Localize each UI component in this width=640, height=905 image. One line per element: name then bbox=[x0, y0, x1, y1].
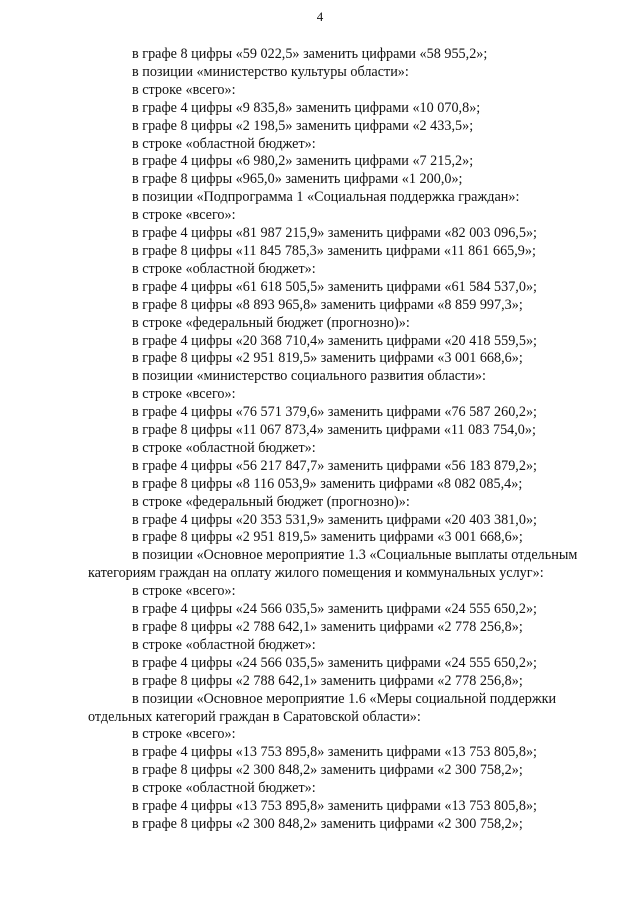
text-line: в позиции «Основное мероприятие 1.3 «Социальные выплаты отдельным bbox=[132, 547, 578, 564]
text-line: в позиции «министерство социального развития области»: bbox=[132, 368, 486, 385]
text-line: в строке «областной бюджет»: bbox=[132, 636, 316, 653]
text-line: в графе 4 цифры «56 217 847,7» заменить цифрами «56 183 879,2»; bbox=[132, 457, 537, 474]
text-line: в графе 4 цифры «76 571 379,6» заменить цифрами «76 587 260,2»; bbox=[132, 404, 537, 421]
text-line: в графе 8 цифры «2 300 848,2» заменить цифрами «2 300 758,2»; bbox=[132, 815, 523, 832]
text-line: в графе 8 цифры «2 198,5» заменить цифрами «2 433,5»; bbox=[132, 117, 474, 134]
text-line: в графе 8 цифры «59 022,5» заменить цифрами «58 955,2»; bbox=[132, 46, 488, 62]
text-line: в графе 4 цифры «13 753 895,8» заменить цифрами «13 753 805,8»; bbox=[132, 798, 537, 815]
text-line: в графе 8 цифры «965,0» заменить цифрами «1 200,0»; bbox=[132, 171, 463, 188]
text-line: в графе 8 цифры «2 300 848,2» заменить цифрами «2 300 758,2»; bbox=[132, 762, 523, 779]
text-line: в строке «всего»: bbox=[132, 81, 236, 98]
text-line: в графе 8 цифры «8 116 053,9» заменить цифрами «8 082 085,4»; bbox=[132, 475, 523, 492]
text-line: отдельных категорий граждан в Саратовской области»: bbox=[88, 708, 421, 725]
text-line: категориям граждан на оплату жилого помещения и коммунальных услуг»: bbox=[88, 565, 544, 582]
text-line: в строке «областной бюджет»: bbox=[132, 260, 316, 277]
text-line: в графе 4 цифры «20 368 710,4» заменить цифрами «20 418 559,5»; bbox=[132, 332, 537, 349]
text-line: в строке «федеральный бюджет (прогнозно)»: bbox=[132, 493, 410, 510]
text-line: в графе 8 цифры «2 788 642,1» заменить цифрами «2 778 256,8»; bbox=[132, 619, 523, 635]
text-line: в строке «всего»: bbox=[132, 583, 236, 600]
text-line: в графе 4 цифры «9 835,8» заменить цифрами «10 070,8»; bbox=[132, 99, 481, 116]
text-line: в строке «областной бюджет»: bbox=[132, 439, 316, 456]
text-line: в графе 4 цифры «24 566 035,5» заменить цифрами «24 555 650,2»; bbox=[132, 654, 537, 671]
text-line: в графе 4 цифры «20 353 531,9» заменить цифрами «20 403 381,0»; bbox=[132, 511, 537, 528]
text-line: в графе 4 цифры «13 753 895,8» заменить цифрами «13 753 805,8»; bbox=[132, 744, 537, 761]
text-line: в графе 8 цифры «2 951 819,5» заменить цифрами «3 001 668,6»; bbox=[132, 350, 523, 367]
text-line: в графе 8 цифры «11 067 873,4» заменить цифрами «11 083 754,0»; bbox=[132, 422, 536, 439]
text-line: в графе 8 цифры «11 845 785,3» заменить цифрами «11 861 665,9»; bbox=[132, 242, 536, 259]
text-line: в строке «всего»: bbox=[132, 386, 236, 403]
document-body bbox=[88, 46, 606, 834]
text-line: в графе 4 цифры «6 980,2» заменить цифрами «7 215,2»; bbox=[132, 153, 474, 170]
text-line: в графе 8 цифры «8 893 965,8» заменить цифрами «8 859 997,3»; bbox=[132, 296, 523, 313]
text-line: в позиции «Основное мероприятие 1.6 «Меры социальной поддержки bbox=[132, 690, 557, 707]
text-line: в строке «федеральный бюджет (прогнозно)»: bbox=[132, 314, 410, 331]
text-line: в графе 8 цифры «2 951 819,5» заменить цифрами «3 001 668,6»; bbox=[132, 529, 523, 546]
text-line: в графе 4 цифры «81 987 215,9» заменить цифрами «82 003 096,5»; bbox=[132, 225, 537, 242]
text-line: в строке «областной бюджет»: bbox=[132, 135, 316, 152]
text-line: в позиции «министерство культуры области»: bbox=[132, 63, 409, 80]
text-line: в строке «всего»: bbox=[132, 207, 236, 224]
text-line: в строке «всего»: bbox=[132, 726, 236, 743]
page-number: 4 bbox=[316, 9, 324, 24]
text-line: в графе 8 цифры «2 788 642,1» заменить цифрами «2 778 256,8»; bbox=[132, 672, 523, 689]
text-line: в графе 4 цифры «61 618 505,5» заменить цифрами «61 584 537,0»; bbox=[132, 278, 537, 295]
text-line: в графе 4 цифры «24 566 035,5» заменить цифрами «24 555 650,2»; bbox=[132, 601, 537, 618]
text-line: в позиции «Подпрограмма 1 «Социальная поддержка граждан»: bbox=[132, 189, 520, 206]
text-line: в строке «областной бюджет»: bbox=[132, 780, 316, 797]
